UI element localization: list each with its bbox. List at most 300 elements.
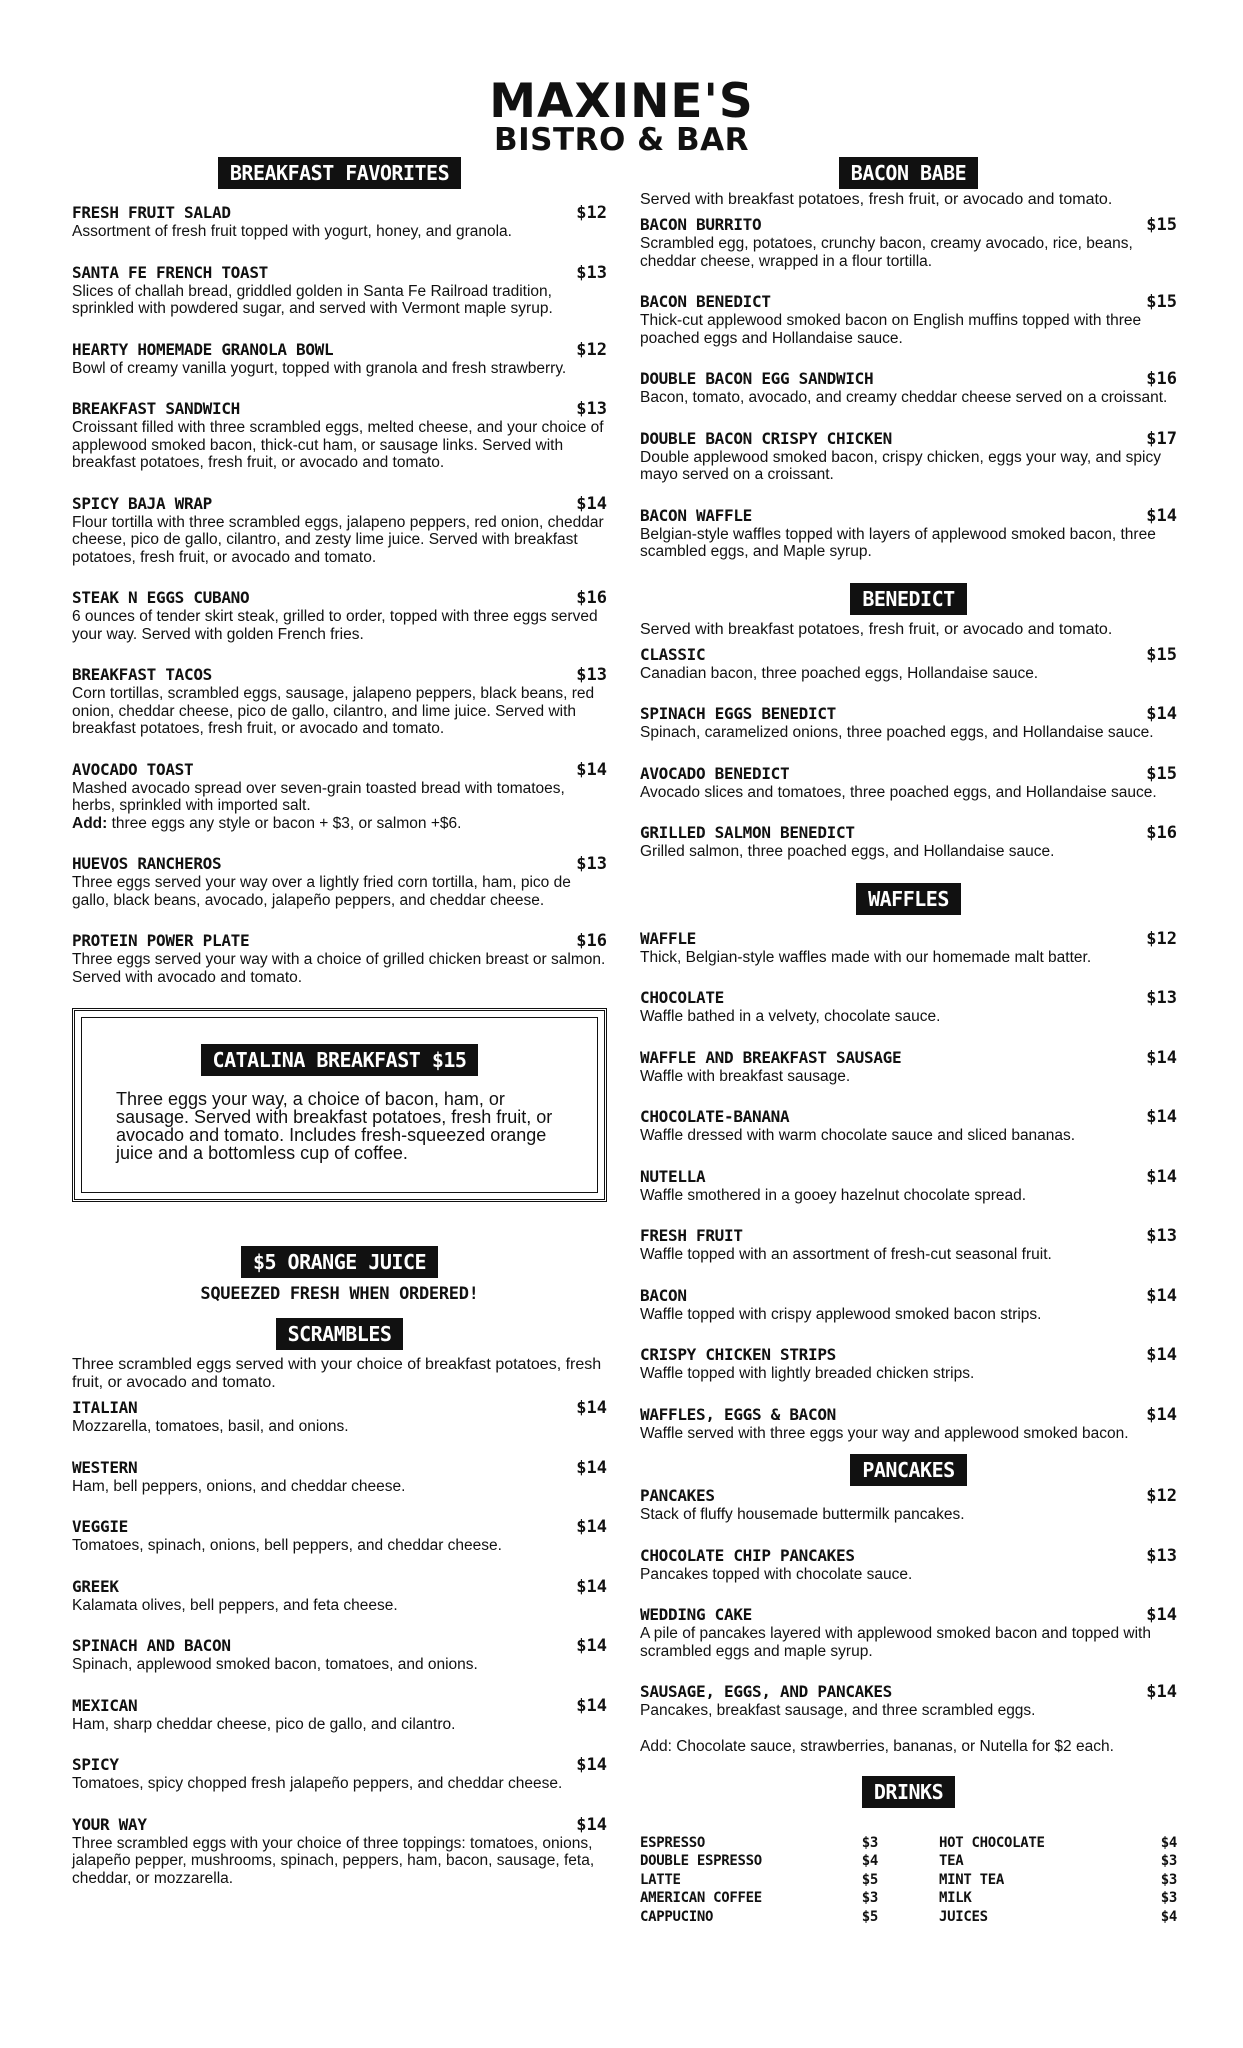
menu-item-huevos-rancheros (72, 854, 607, 909)
menu-item-name: SAUSAGE, EGGS, AND PANCAKES (640, 1682, 892, 1701)
menu-item-name: FRESH FRUIT (640, 1226, 743, 1245)
menu-item-name: FRESH FRUIT SALAD (72, 203, 231, 222)
menu-item-name: GRILLED SALMON BENEDICT (640, 823, 855, 842)
benedict-intro: Served with breakfast potatoes, fresh fruit, or avocado and tomato. (640, 620, 1113, 638)
menu-item-name: BREAKFAST SANDWICH (72, 399, 240, 418)
menu-item-description-text: Spinach, applewood smoked bacon, tomatoes, and onions. (72, 1656, 478, 1673)
drink-row-hot-chocolate (939, 1834, 1177, 1853)
menu-item-description (640, 1008, 1177, 1026)
menu-item-price: $14 (576, 1814, 607, 1835)
menu-item-price: $13 (1146, 988, 1177, 1008)
menu-item-header (640, 704, 1177, 724)
section-breakfast-favorites-heading (72, 157, 607, 189)
menu-item-name: BACON (640, 1285, 687, 1305)
menu-item-description (640, 1506, 1177, 1524)
menu-item-description-text: Ham, bell peppers, onions, and cheddar cheese. (72, 1477, 406, 1495)
menu-item-price: $15 (1146, 644, 1177, 665)
menu-item-description-text: Waffle smothered in a gooey hazelnut chocolate spread. (640, 1186, 1027, 1204)
menu-item-description-text: Waffle dressed with warm chocolate sauce and sliced bananas. (640, 1127, 1076, 1144)
drink-row-milk (939, 1889, 1177, 1908)
breakfast-favorites-list (72, 203, 607, 986)
drink-name: AMERICAN COFFEE (640, 1890, 762, 1906)
menu-item-price: $14 (576, 1695, 607, 1716)
section-benedict-heading (640, 583, 1177, 615)
menu-item-description (640, 1306, 1177, 1324)
menu-item-header (640, 1546, 1177, 1566)
menu-item-description-text: Scrambled egg, potatoes, crunchy bacon, creamy avocado, rice, beans, cheddar cheese, wrapped in a flour tortilla. (640, 235, 1133, 270)
menu-item-header (72, 340, 607, 360)
menu-item-description (640, 526, 1177, 561)
scrambles-intro: Three scrambled eggs served with your choice of breakfast potatoes, fresh fruit, or avocado and tomato. (72, 1356, 602, 1391)
menu-item-hearty-homemade-granola-bowl (72, 340, 607, 378)
menu-item-price: $12 (576, 203, 607, 223)
menu-item-price: $15 (1146, 215, 1177, 235)
section-scrambles-heading (72, 1318, 607, 1350)
catalina-heading (116, 1044, 563, 1076)
menu-item-price: $15 (1146, 292, 1177, 312)
menu-item-name: CRISPY CHICKEN STRIPS (640, 1345, 836, 1364)
menu-item-description (72, 360, 607, 378)
menu-item-header (640, 764, 1177, 784)
menu-item-name: SANTA FE FRENCH TOAST (72, 262, 268, 282)
menu-item-name: AVOCADO BENEDICT (640, 763, 790, 783)
menu-item-description-text: Waffle bathed in a velvety, chocolate sauce. (640, 1008, 941, 1025)
menu-item-description (72, 283, 607, 318)
menu-item-price: $14 (1146, 1166, 1177, 1187)
menu-item-description-text: 6 ounces of tender skirt steak, grilled to order, topped with three eggs served your way. Served with golden French fries. (72, 608, 598, 643)
menu-item-description-text: Three scrambled eggs with your choice of three toppings: tomatoes, onions, jalapeño pepper, mushrooms, spinach, peppers, ham, bacon, sausage, feta, cheddar, or mozzarella. (72, 1834, 595, 1887)
menu-item-description-text: Three eggs served your way over a lightly fried corn tortilla, ham, pico de gallo, black beans, avocado, jalapeño peppers, and cheddar cheese. (72, 874, 571, 909)
menu-item-spicy-baja-wrap (72, 494, 607, 567)
bacon-babe-intro: Served with breakfast potatoes, fresh fruit, or avocado and tomato. (640, 191, 1113, 208)
menu-item-description-text: Flour tortilla with three scrambled eggs, jalapeno peppers, red onion, cheddar cheese, pico de gallo, cilantro, and zesty lime juice. Served with breakfast potatoes, fresh fruit, or avocado and tomato. (72, 513, 604, 566)
menu-item-name: DOUBLE BACON EGG SANDWICH (640, 369, 874, 388)
section-title: BENEDICT (850, 583, 966, 615)
section-pancakes-heading (640, 1454, 1177, 1486)
catalina-title: CATALINA BREAKFAST $15 (201, 1044, 479, 1076)
menu-item-description-text: Assortment of fresh fruit topped with yogurt, honey, and granola. (72, 223, 512, 240)
menu-item-description-text: Waffle topped with crispy applewood smoked bacon strips. (640, 1305, 1042, 1323)
menu-item-price: $14 (1146, 1682, 1177, 1702)
drink-row-latte (640, 1871, 878, 1890)
drinks-table (640, 1834, 1177, 1927)
menu-item-description-text: Stack of fluffy housemade buttermilk pancakes. (640, 1506, 965, 1523)
menu-item-description (640, 389, 1177, 407)
menu-item-double-bacon-crispy-chicken (640, 429, 1177, 484)
menu-item-header (640, 1486, 1177, 1506)
menu-item-description-text: Mozzarella, tomatoes, basil, and onions. (72, 1418, 349, 1435)
menu-item-price: $17 (1146, 428, 1177, 449)
menu-item-name: SPICY (72, 1755, 119, 1774)
menu-item-description-text: Mashed avocado spread over seven-grain toasted bread with tomatoes, herbs, sprinkled with imported salt. (72, 779, 565, 814)
right-column (640, 157, 1177, 1926)
drink-price: $3 (861, 1890, 878, 1906)
catalina-description: Three eggs your way, a choice of bacon, ham, or sausage. Served with breakfast potatoes, fresh fruit, or avocado and tomato. Includes fresh-squeezed orange juice and a bottomless cup of coffee. (116, 1089, 553, 1163)
menu-item-description-text: Kalamata olives, bell peppers, and feta cheese. (72, 1596, 398, 1614)
menu-item-header (640, 1286, 1177, 1306)
menu-item-description (640, 235, 1177, 270)
drinks-column-right (939, 1834, 1177, 1927)
menu-item-price: $12 (1146, 1486, 1177, 1506)
drink-row-american-coffee (640, 1889, 878, 1908)
drink-price: $5 (861, 1871, 878, 1888)
menu-item-sausage-eggs-and-pancakes (640, 1682, 1177, 1720)
menu-item-name: PANCAKES (640, 1486, 715, 1505)
menu-item-name: MEXICAN (72, 1695, 138, 1715)
menu-item-description (640, 784, 1177, 802)
menu-item-header (640, 1048, 1177, 1068)
menu-item-price: $14 (1146, 1285, 1177, 1306)
menu-item-price: $13 (576, 399, 607, 419)
menu-item-double-bacon-egg-sandwich (640, 369, 1177, 407)
menu-item-price: $14 (576, 1457, 607, 1478)
menu-item-description-text: Grilled salmon, three poached eggs, and Hollandaise sauce. (640, 843, 1055, 860)
menu-item-name: WEDDING CAKE (640, 1605, 752, 1624)
menu-item-name: CLASSIC (640, 644, 706, 664)
menu-item-description-text: Croissant filled with three scrambled eggs, melted cheese, and your choice of applewood smoked bacon, thick-cut ham, or sausage links. Served with breakfast potatoes, fresh fruit, or avocado and tomato. (72, 419, 604, 471)
menu-item-description (640, 1246, 1177, 1264)
menu-item-header (640, 215, 1177, 235)
menu-item-name: DOUBLE BACON CRISPY CHICKEN (640, 428, 892, 448)
section-title: BREAKFAST FAVORITES (218, 157, 461, 189)
menu-item-price: $14 (576, 1636, 607, 1656)
drink-name: MINT TEA (939, 1871, 1005, 1888)
menu-item-header (72, 1398, 607, 1418)
menu-item-spinach-and-bacon (72, 1636, 607, 1674)
menu-item-description-text: Corn tortillas, scrambled eggs, sausage, jalapeno peppers, black beans, red onion, cheddar cheese, pico de gallo, cilantro, and lime juice. Served with breakfast potatoes, fresh fruit, or avocado and tomato. (72, 685, 595, 737)
menu-item-price: $12 (576, 339, 607, 360)
logo-title: MAXINE'S (489, 74, 754, 129)
drink-row-double-espresso (640, 1852, 878, 1871)
menu-item-spicy (72, 1755, 607, 1793)
menu-item-price: $14 (576, 1398, 607, 1418)
menu-item-chocolate-banana (640, 1107, 1177, 1145)
menu-item-header (72, 1755, 607, 1775)
menu-item-waffles-eggs-bacon (640, 1405, 1177, 1443)
menu-item-header (640, 506, 1177, 526)
orange-juice-title: $5 ORANGE JUICE (241, 1246, 438, 1278)
menu-item-description (72, 1537, 607, 1555)
menu-item-bacon-benedict (640, 292, 1177, 347)
menu-item-name: SPINACH AND BACON (72, 1636, 231, 1655)
menu-item-name: WAFFLES, EGGS & BACON (640, 1404, 836, 1424)
menu-item-price: $16 (1146, 369, 1177, 389)
menu-item-name: AVOCADO TOAST (72, 759, 194, 779)
menu-item-name: BACON BENEDICT (640, 292, 771, 311)
menu-item-description-text: Bacon, tomato, avocado, and creamy cheddar cheese served on a croissant. (640, 389, 1168, 406)
menu-item-price: $13 (1146, 1226, 1177, 1246)
menu-item-description-text: Ham, sharp cheddar cheese, pico de gallo, and cilantro. (72, 1715, 456, 1733)
drink-price: $4 (1160, 1908, 1177, 1925)
drink-price: $3 (1160, 1890, 1177, 1906)
menu-item-description (72, 1716, 607, 1734)
menu-item-description-text: Thick, Belgian-style waffles made with our homemade malt batter. (640, 948, 1092, 966)
menu-item-name: CHOCOLATE (640, 988, 724, 1007)
menu-item-italian (72, 1398, 607, 1436)
section-title: SCRAMBLES (276, 1318, 404, 1350)
drink-price: $3 (861, 1834, 878, 1851)
menu-item-description (72, 1835, 607, 1888)
menu-item-name: GREEK (72, 1576, 119, 1596)
menu-item-price: $13 (576, 665, 607, 685)
scrambles-list (72, 1398, 607, 1887)
menu-item-classic (640, 645, 1177, 683)
menu-item-description (72, 1418, 607, 1436)
waffles-list (640, 929, 1177, 1443)
menu-item-name: HUEVOS RANCHEROS (72, 854, 222, 873)
menu-item-header (72, 854, 607, 874)
pancakes-addon-note: Add: Chocolate sauce, strawberries, bananas, or Nutella for $2 each. (640, 1737, 1114, 1755)
menu-item-description-text: Spinach, caramelized onions, three poached eggs, and Hollandaise sauce. (640, 724, 1154, 741)
menu-item-waffle (640, 929, 1177, 967)
menu-item-name: SPICY BAJA WRAP (72, 493, 212, 513)
menu-item-name: CHOCOLATE CHIP PANCAKES (640, 1545, 855, 1565)
menu-item-price: $14 (1146, 704, 1177, 724)
drink-row-mint-tea (939, 1871, 1177, 1890)
menu-item-description (72, 1597, 607, 1615)
menu-item-header (640, 1405, 1177, 1425)
logo-subtitle: BISTRO & BAR (494, 122, 749, 158)
menu-item-chocolate (640, 988, 1177, 1026)
menu-item-description-text: Bowl of creamy vanilla yogurt, topped with granola and fresh strawberry. (72, 359, 567, 377)
menu-item-spinach-eggs-benedict (640, 704, 1177, 742)
drink-row-juices (939, 1908, 1177, 1927)
orange-juice-promo (72, 1246, 607, 1304)
menu-item-avocado-benedict (640, 764, 1177, 802)
menu-item-name: SPINACH EGGS BENEDICT (640, 704, 836, 723)
menu-item-description-text: Pancakes, breakfast sausage, and three scrambled eggs. (640, 1702, 1036, 1719)
menu-item-avocado-toast (72, 760, 607, 833)
menu-item-waffle-and-breakfast-sausage (640, 1048, 1177, 1086)
menu-item-description (72, 874, 607, 909)
menu-item-description (72, 608, 607, 643)
menu-item-header (72, 1517, 607, 1537)
menu-item-header (72, 665, 607, 685)
menu-item-name: VEGGIE (72, 1517, 128, 1536)
menu-item-header (640, 429, 1177, 449)
menu-item-description-text: Slices of challah bread, griddled golden in Santa Fe Railroad tradition, sprinkled with powdered sugar, and served with Vermont maple syrup. (72, 282, 553, 317)
menu-item-header (72, 1458, 607, 1478)
menu-item-price: $14 (1146, 1345, 1177, 1365)
drink-row-tea (939, 1852, 1177, 1871)
drink-name: MILK (939, 1890, 972, 1906)
menu-item-name: BREAKFAST TACOS (72, 665, 212, 684)
menu-item-bacon-burrito (640, 215, 1177, 270)
menu-item-header (640, 929, 1177, 949)
menu-item-description (640, 1425, 1177, 1443)
menu-item-description-text: Tomatoes, spicy chopped fresh jalapeño peppers, and cheddar cheese. (72, 1775, 563, 1792)
menu-item-addon-text: three eggs any style or bacon + $3, or salmon +$6. (107, 814, 462, 832)
menu-item-description (640, 724, 1177, 742)
drink-name: TEA (939, 1853, 964, 1869)
menu-item-price: $12 (1146, 928, 1177, 949)
menu-item-description-text: Waffle served with three eggs your way and applewood smoked bacon. (640, 1424, 1129, 1442)
menu-item-description (72, 685, 607, 738)
menu-item-description (72, 1656, 607, 1674)
menu-item-description (640, 843, 1177, 861)
menu-item-steak-n-eggs-cubano (72, 588, 607, 643)
drink-price: $3 (1160, 1871, 1177, 1888)
drink-name: DOUBLE ESPRESSO (640, 1853, 762, 1869)
menu-item-bacon-waffle (640, 506, 1177, 561)
drink-row-cappucino (640, 1908, 878, 1927)
menu-item-santa-fe-french-toast (72, 263, 607, 318)
drink-price: $4 (861, 1853, 878, 1869)
menu-item-price: $13 (1146, 1545, 1177, 1566)
menu-item-description-text: Canadian bacon, three poached eggs, Hollandaise sauce. (640, 664, 1039, 682)
menu-item-description-text: Three eggs served your way with a choice of grilled chicken breast or salmon. Served with avocado and tomato. (72, 951, 606, 986)
menu-item-description-text: Thick-cut applewood smoked bacon on English muffins topped with three poached eggs and Hollandaise sauce. (640, 312, 1142, 347)
menu-item-description (72, 223, 607, 241)
menu-item-header (640, 823, 1177, 843)
menu-item-description (72, 1775, 607, 1793)
menu-item-price: $14 (1146, 1107, 1177, 1127)
menu-item-chocolate-chip-pancakes (640, 1546, 1177, 1584)
menu-item-description (72, 951, 607, 986)
menu-item-breakfast-tacos (72, 665, 607, 738)
drink-name: ESPRESSO (640, 1834, 706, 1851)
menu-item-description (72, 1478, 607, 1496)
menu-item-name: STEAK N EGGS CUBANO (72, 588, 250, 607)
menu-item-description-text: Pancakes topped with chocolate sauce. (640, 1565, 913, 1583)
drink-price: $3 (1160, 1853, 1177, 1869)
menu-item-nutella (640, 1167, 1177, 1205)
menu-item-header (640, 292, 1177, 312)
menu-item-header (72, 1636, 607, 1656)
menu-item-description (640, 949, 1177, 967)
menu-item-description (640, 1127, 1177, 1145)
menu-item-description (640, 1187, 1177, 1205)
menu-item-description (72, 419, 607, 472)
drink-name: LATTE (640, 1871, 681, 1888)
menu-item-description (640, 1702, 1177, 1720)
menu-item-name: YOUR WAY (72, 1814, 147, 1834)
section-bacon-babe-heading (640, 157, 1177, 189)
menu-item-description-text: A pile of pancakes layered with applewood smoked bacon and topped with scrambled eggs and maple syrup. (640, 1625, 1151, 1660)
restaurant-logo (0, 74, 1243, 158)
menu-item-header (640, 1107, 1177, 1127)
drink-price: $5 (861, 1908, 878, 1925)
menu-item-description-text: Belgian-style waffles topped with layers of applewood smoked bacon, three scambled eggs, and Maple syrup. (640, 525, 1156, 560)
menu-item-price: $16 (576, 588, 607, 608)
menu-item-price: $13 (576, 854, 607, 874)
menu-item-name: CHOCOLATE-BANANA (640, 1107, 790, 1126)
menu-item-description (640, 449, 1177, 484)
menu-item-header (640, 1345, 1177, 1365)
menu-item-header (72, 1815, 607, 1835)
menu-item-addon-label: Add: (72, 814, 108, 832)
menu-item-name: WAFFLE (640, 928, 696, 948)
menu-item-description (640, 665, 1177, 683)
menu-item-veggie (72, 1517, 607, 1555)
menu-item-name: BACON WAFFLE (640, 505, 752, 525)
menu-item-name: WAFFLE AND BREAKFAST SAUSAGE (640, 1047, 902, 1067)
menu-item-pancakes (640, 1486, 1177, 1524)
menu-item-breakfast-sandwich (72, 399, 607, 472)
menu-item-header (72, 263, 607, 283)
menu-item-price: $16 (576, 931, 607, 951)
menu-item-your-way (72, 1815, 607, 1888)
menu-item-header (72, 399, 607, 419)
menu-item-description-text: Double applewood smoked bacon, crispy chicken, eggs your way, and spicy mayo served on a croissant. (640, 448, 1161, 483)
menu-item-header (640, 1167, 1177, 1187)
menu-item-mexican (72, 1696, 607, 1734)
menu-item-header (640, 1226, 1177, 1246)
menu-item-price: $14 (1146, 1404, 1177, 1425)
menu-item-description (72, 514, 607, 567)
menu-item-header (72, 203, 607, 223)
orange-juice-subtitle: SQUEEZED FRESH WHEN ORDERED! (200, 1284, 479, 1304)
menu-item-name: PROTEIN POWER PLATE (72, 931, 250, 950)
menu-item-price: $14 (576, 1576, 607, 1597)
menu-item-price: $14 (1146, 1605, 1177, 1625)
drink-name: JUICES (939, 1908, 988, 1925)
menu-item-price: $15 (1146, 763, 1177, 784)
menu-item-header (640, 1682, 1177, 1702)
menu-item-description-text: Tomatoes, spinach, onions, bell peppers, and cheddar cheese. (72, 1537, 502, 1554)
drinks-column-left (640, 1834, 878, 1927)
menu-item-description-text: Avocado slices and tomatoes, three poached eggs, and Hollandaise sauce. (640, 783, 1157, 801)
menu-item-name: ITALIAN (72, 1398, 138, 1417)
section-drinks-heading (640, 1776, 1177, 1808)
menu-item-description (640, 1365, 1177, 1383)
menu-item-bacon (640, 1286, 1177, 1324)
menu-item-description-text: Waffle topped with an assortment of fresh-cut seasonal fruit. (640, 1246, 1052, 1263)
menu-item-header (72, 1696, 607, 1716)
section-title: PANCAKES (850, 1454, 966, 1486)
menu-item-protein-power-plate (72, 931, 607, 986)
menu-item-price: $14 (576, 1517, 607, 1537)
menu-item-fresh-fruit (640, 1226, 1177, 1264)
benedict-list (640, 645, 1177, 861)
catalina-breakfast-box (72, 1008, 607, 1202)
menu-item-header (72, 931, 607, 951)
menu-item-name: HEARTY HOMEMADE GRANOLA BOWL (72, 339, 334, 359)
menu-item-name: NUTELLA (640, 1166, 706, 1186)
menu-item-description-text: Waffle with breakfast sausage. (640, 1067, 851, 1085)
menu-item-description (640, 1625, 1177, 1660)
catalina-inner-frame (81, 1017, 598, 1193)
drink-row-espresso (640, 1834, 878, 1853)
pancakes-list (640, 1486, 1177, 1720)
menu-item-greek (72, 1577, 607, 1615)
menu-item-description (640, 1566, 1177, 1584)
menu-item-description-text: Waffle topped with lightly breaded chicken strips. (640, 1365, 975, 1382)
menu-item-crispy-chicken-strips (640, 1345, 1177, 1383)
section-title: DRINKS (862, 1776, 955, 1808)
menu-item-header (640, 988, 1177, 1008)
menu-item-header (640, 645, 1177, 665)
menu-item-header (72, 1577, 607, 1597)
menu-item-price: $14 (576, 493, 607, 514)
menu-item-grilled-salmon-benedict (640, 823, 1177, 861)
menu-item-price: $14 (1146, 1047, 1177, 1068)
menu-item-price: $13 (576, 262, 607, 283)
menu-item-header (72, 588, 607, 608)
menu-item-price: $16 (1146, 823, 1177, 843)
menu-item-description (72, 780, 607, 833)
menu-item-header (72, 494, 607, 514)
drink-name: CAPPUCINO (640, 1908, 714, 1925)
menu-item-description (640, 1068, 1177, 1086)
menu-item-price: $14 (576, 1755, 607, 1775)
menu-item-wedding-cake (640, 1605, 1177, 1660)
menu-item-price: $14 (1146, 505, 1177, 526)
menu-item-fresh-fruit-salad (72, 203, 607, 241)
left-column (72, 157, 607, 1909)
section-waffles-heading (640, 883, 1177, 915)
section-title: BACON BABE (839, 157, 978, 189)
